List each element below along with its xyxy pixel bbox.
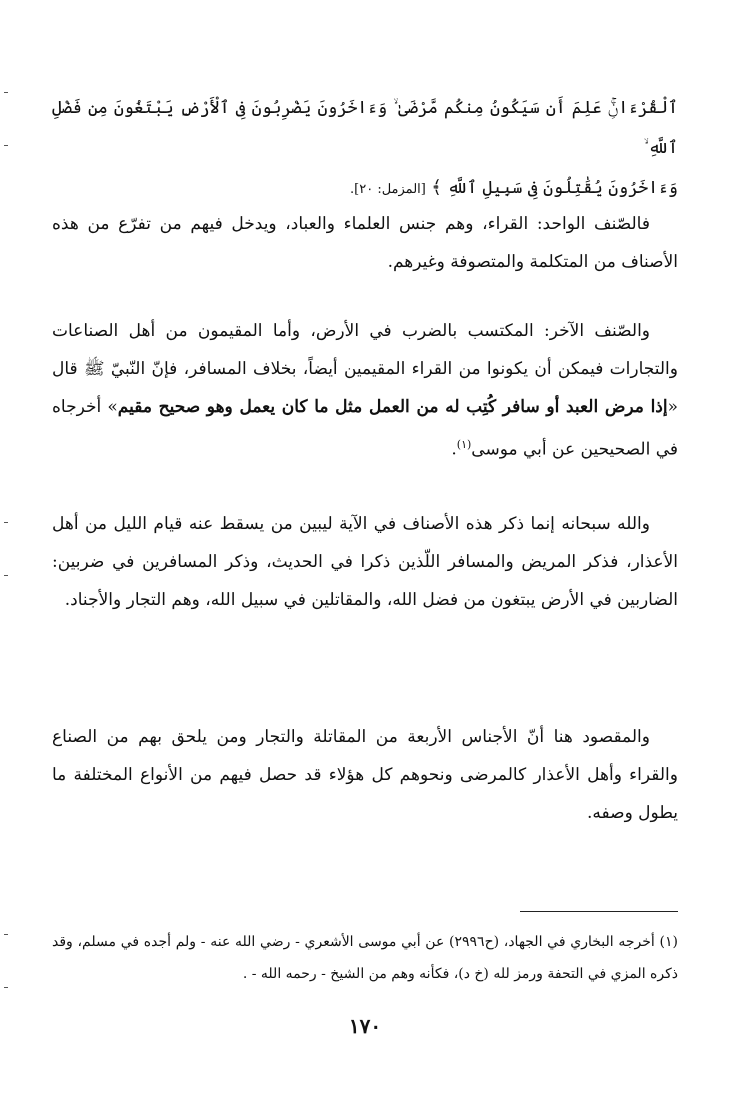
paragraph-text: [52, 312, 678, 469]
paragraph-text: فالصّنف الواحد: القراء، وهم جنس العلماء والعباد، ويدخل فيهم من تفرّع من هذه الأصناف من المتكلمة والمتصوفة وغيرهم.: [52, 214, 678, 272]
hadith-quote: إذا مرض العبد أو سافر كُتِب له من العمل مثل ما كان يعمل وهو صحيح مقيم: [117, 397, 668, 417]
footnotes: [52, 926, 678, 990]
paragraph-text: والمقصود هنا أنّ الأجناس الأربعة من المقاتلة والتجار ومن يلحق بهم من الصناع والقراء وأهل الأعذار كالمرضى ونحوهم كل هؤلاء قد حصل فيهم من الأنواع المختلفة ما يطول وصفه.: [52, 727, 678, 823]
paragraph-text: والله سبحانه إنما ذكر هذه الأصناف في الآية ليبين من يسقط عنه قيام الليل من أهل الأعذار، فذكر المريض والمسافر اللّذين ذكرا في الحديث، وذكر المسافرين في ضربين: الضاربين في الأرض يبتغون من فضل الله، والمقاتلين في سبيل الله، وهم التجار والأجناد.: [52, 514, 678, 610]
verse-line-1: [52, 88, 678, 168]
paragraph-text-before: والصّنف الآخر: المكتسب بالضرب في الأرض، وأما المقيمون من أهل الصناعات والتجارات فيمكن أن يكونوا من القراء المقيمين أيضاً، بخلاف المسافر، فإنّ النّبيّ ﷺ قال «: [52, 321, 678, 417]
footnote-number: (١): [659, 934, 678, 950]
margin-tick: [4, 522, 8, 523]
verse-text: وَءَاخَرُونَ يُقَٰتِلُونَ فِى سَبِيلِ ٱللَّهِ: [447, 178, 678, 198]
margin-tick: [4, 987, 8, 988]
verse-reference: [المزمل: ٢٠].: [350, 182, 426, 197]
margin-tick: [4, 92, 8, 93]
footnote-item: [52, 926, 678, 990]
page-number: ١٧٠: [348, 1014, 382, 1038]
paragraph-1: [52, 205, 678, 297]
paragraph-end: .: [451, 439, 457, 460]
paragraph-2: [52, 312, 678, 485]
verse-text: ٱلْقُرْءَانِۚ عَلِمَ أَن سَيَكُونُ مِنكُم مَّرْضَىٰ ۙ وَءَاخَرُونَ يَضْرِبُونَ فِى ٱلْأَرْضِ يَبْتَغُونَ مِن فَضْلِ ٱللَّهِ ۙ: [52, 98, 678, 158]
paragraph-4: [52, 718, 678, 848]
margin-tick: [4, 575, 8, 576]
verse-line-2: [52, 168, 678, 210]
footnote-marker: (١): [456, 438, 472, 451]
footnote-separator: [520, 911, 678, 912]
paragraph-text-after: » أخرجاه في الصحيحين عن أبي موسى: [52, 397, 678, 460]
margin-tick: [4, 145, 8, 146]
margin-tick: [4, 934, 8, 935]
paragraph-3: [52, 505, 678, 635]
quran-verse-block: [52, 88, 678, 210]
footnote-text: أخرجه البخاري في الجهاد، (ح٢٩٩٦) عن أبي موسى الأشعري - رضي الله عنه - ولم أجده في مسلم، وقد ذكره المزي في التحفة ورمز لله (خ د)، فكأنه وهم من الشيخ - رحمه الله - .: [52, 934, 678, 982]
verse-close-bracket: ﴾: [431, 177, 442, 198]
